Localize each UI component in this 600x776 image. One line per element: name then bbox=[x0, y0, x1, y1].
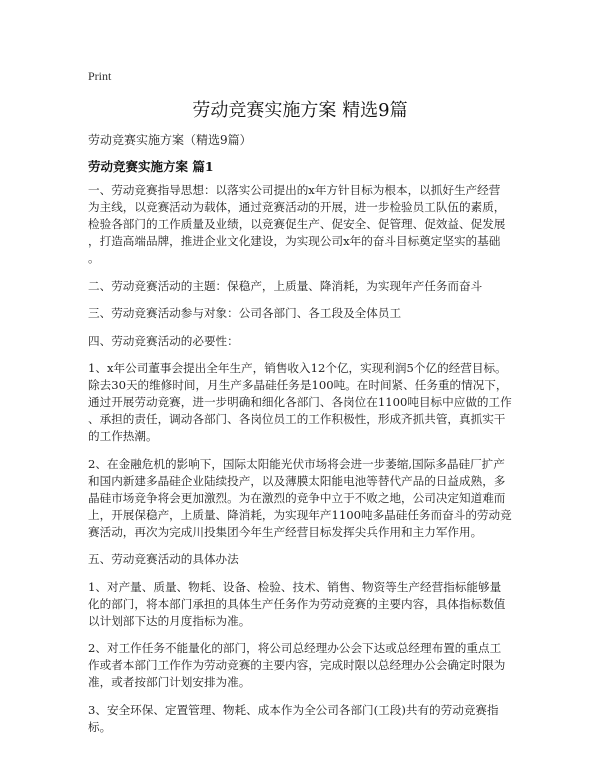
paragraph-line: 3、安全环保、定置管理、物耗、成本作为全公司各部门(工段)共有的劳动竞赛指 bbox=[88, 702, 499, 717]
paragraph-line: 检验各部门的工作质量及业绩，以竞赛促生产、促安全、促管理、促效益、促发展 bbox=[88, 217, 506, 231]
paragraph bbox=[88, 579, 518, 630]
paragraph-line: 作或者本部门工作作为劳动竞赛的主要内容，完成时限以总经理办公会确定时限为 bbox=[88, 658, 506, 672]
paragraph bbox=[88, 702, 518, 736]
paragraph-line: 准，或者按部门计划安排为准。 bbox=[88, 675, 251, 689]
section-heading: 劳动竞赛实施方案 篇1 bbox=[88, 159, 214, 174]
paragraph-line: 的工作热潮。 bbox=[88, 429, 158, 443]
paragraph-line: 化的部门，将本部门承担的具体生产任务作为劳动竞赛的主要内容，具体指标数值 bbox=[88, 596, 506, 611]
paragraph bbox=[88, 551, 518, 568]
paragraph-line: 2、对工作任务不能量化的部门，将公司总经理办公会下达或总经理布置的重点工 bbox=[88, 641, 502, 655]
paragraph bbox=[88, 333, 518, 350]
paragraph-line: 以计划部下达的月度指标为准。 bbox=[88, 613, 251, 628]
paragraph-line: 、承担的责任，调动各部门、各岗位员工的工作积极性，形成齐抓共管，真抓实干 bbox=[88, 412, 506, 426]
paragraph bbox=[88, 182, 518, 267]
paragraph bbox=[88, 305, 518, 322]
document-title: 劳动竞赛实施方案 精选9篇 bbox=[192, 100, 408, 121]
paragraph bbox=[88, 278, 518, 295]
paragraph-line: 赛活动，再次为完成川投集团今年生产经营目标发挥尖兵作用和主力军作用。 bbox=[88, 524, 483, 539]
paragraph-line: 通过开展劳动竞赛，进一步明确和细化各部门、各岗位在1100吨目标中应做的工作 bbox=[88, 395, 512, 409]
paragraph-line: 三、劳动竞赛活动参与对象：公司各部门、各工段及全体员工 bbox=[88, 306, 402, 320]
paragraph-line: 上，开展保稳产，上质量、降消耗，为实现年产1100吨多晶硅任务而奋斗的劳动竞 bbox=[88, 507, 512, 522]
paragraph-line: 1、对产量、质量、物耗、设备、检验、技术、销售、物资等生产经营指标能够量 bbox=[88, 579, 502, 594]
document-body bbox=[88, 182, 518, 746]
paragraph bbox=[88, 456, 518, 541]
paragraph-line: 一、劳动竞赛指导思想：以落实公司提出的x年方针目标为根本，以抓好生产经营 bbox=[88, 183, 501, 197]
paragraph-line: ，打造高端品牌，推进企业文化建设，为实现公司x年的奋斗目标奠定坚实的基础 bbox=[88, 234, 501, 248]
document-subtitle: 劳动竞赛实施方案（精选9篇） bbox=[88, 133, 252, 147]
paragraph-line: 二、劳动竞赛活动的主题：保稳产，上质量、降消耗，为实现年产任务而奋斗 bbox=[88, 278, 483, 293]
paragraph-line: 。 bbox=[88, 251, 100, 265]
paragraph-line: 为主线，以竞赛活动为载体，通过竞赛活动的开展，进一步检验员工队伍的素质， bbox=[88, 200, 506, 214]
paragraph-line: 五、劳动竞赛活动的具体办法 bbox=[88, 552, 239, 566]
paragraph-line: 2、在金融危机的影响下，国际太阳能光伏市场将会进一步萎缩,国际多晶硅厂扩产 bbox=[88, 456, 505, 471]
paragraph-line: 1、x年公司董事会提出全年生产，销售收入12个亿，实现利润5个亿的经营目标。 bbox=[88, 361, 507, 375]
paragraph bbox=[88, 360, 518, 445]
paragraph-line: 四、劳动竞赛活动的必要性： bbox=[88, 333, 239, 348]
paragraph-line: 和国内新建多晶硅企业陆续投产，以及薄膜太阳能电池等替代产品的日益成熟，多 bbox=[88, 473, 506, 488]
paragraph-line: 除去30天的维修时间，月生产多晶硅任务是100吨。在时间紧、任务重的情况下， bbox=[88, 378, 508, 392]
paragraph-line: 标。 bbox=[88, 719, 112, 734]
paragraph bbox=[88, 640, 518, 691]
print-link[interactable]: Print bbox=[88, 69, 112, 83]
paragraph-line: 晶硅市场竞争将会更加激烈。为在激烈的竞争中立于不败之地，公司决定知道难而 bbox=[88, 490, 506, 505]
